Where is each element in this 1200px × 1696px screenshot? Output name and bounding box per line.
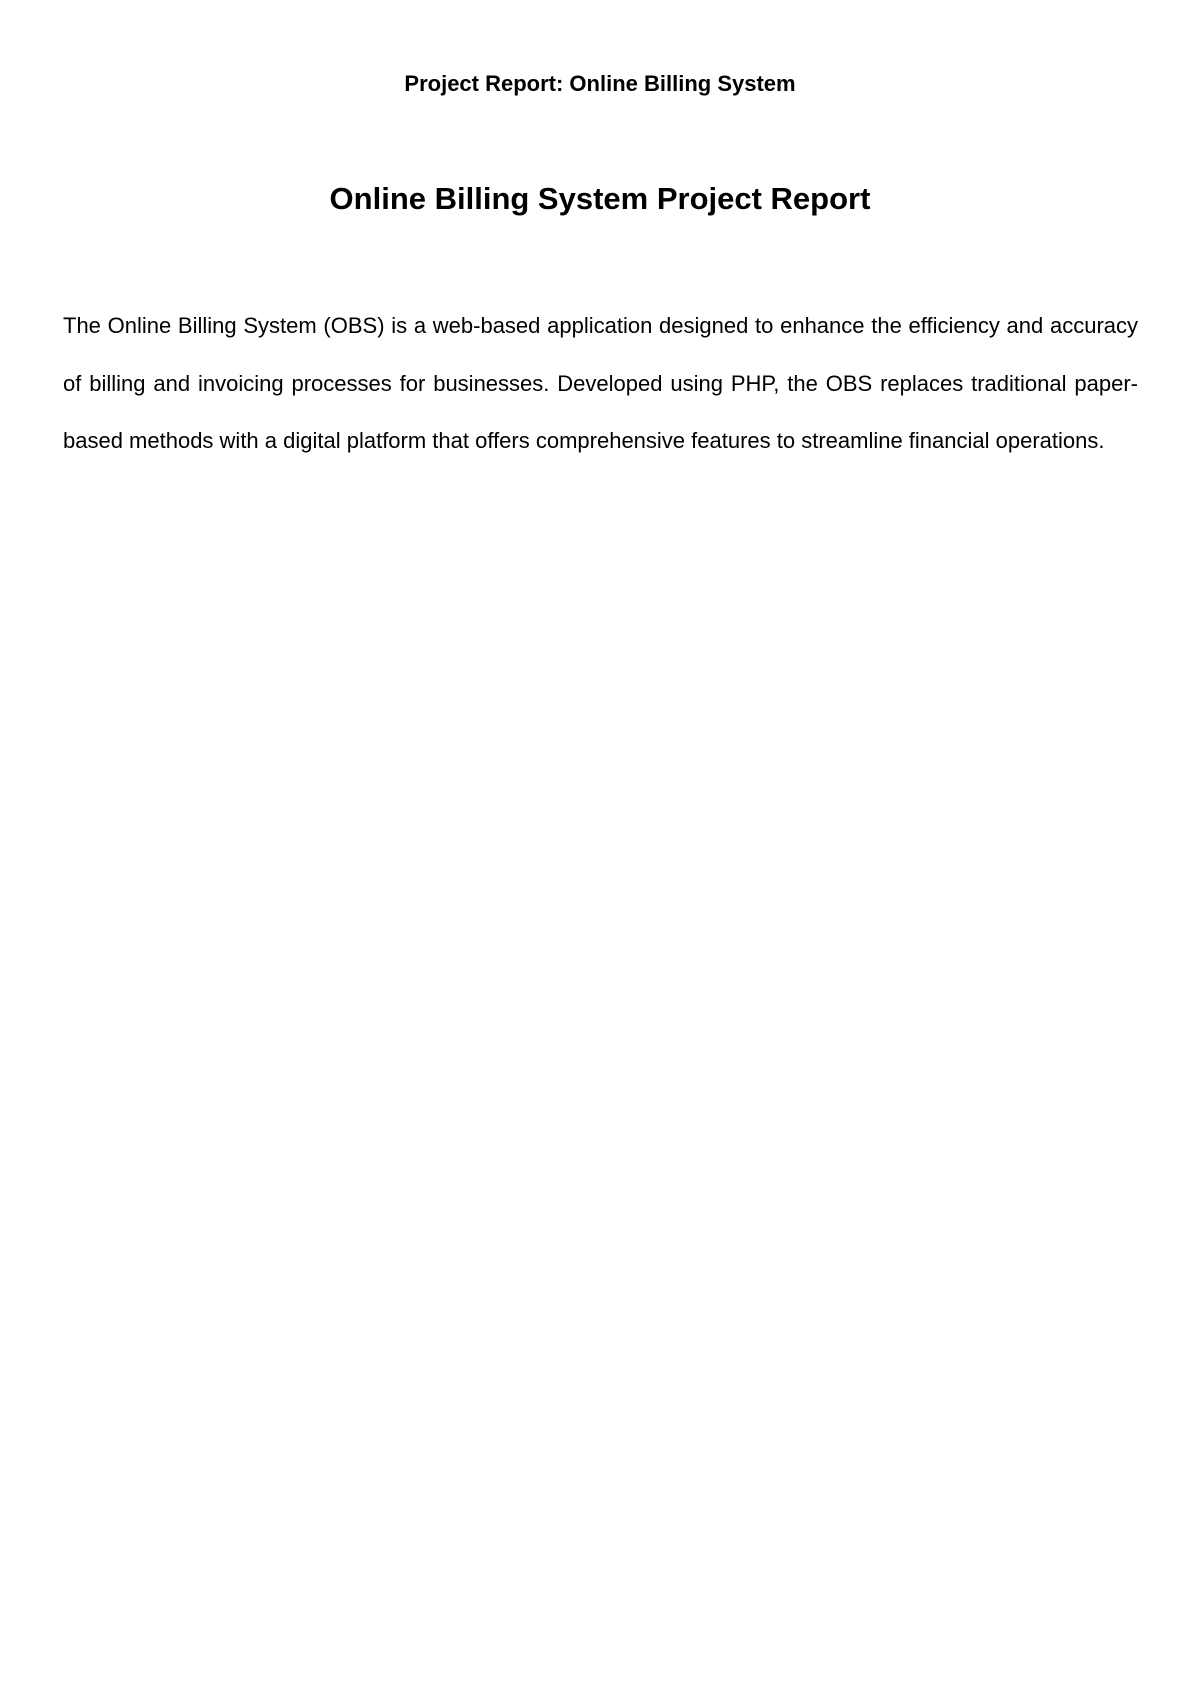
running-header: Project Report: Online Billing System (404, 71, 796, 96)
intro-paragraph: The Online Billing System (OBS) is a web-based application designed to enhance the efficiency and accuracy of billing and invoicing processes for businesses. Developed using PHP, the OBS replaces traditional paper-based methods with a digital platform that offers comprehensive features to streamline financial operations. (63, 313, 1138, 453)
document-title: Online Billing System Project Report (329, 181, 871, 216)
